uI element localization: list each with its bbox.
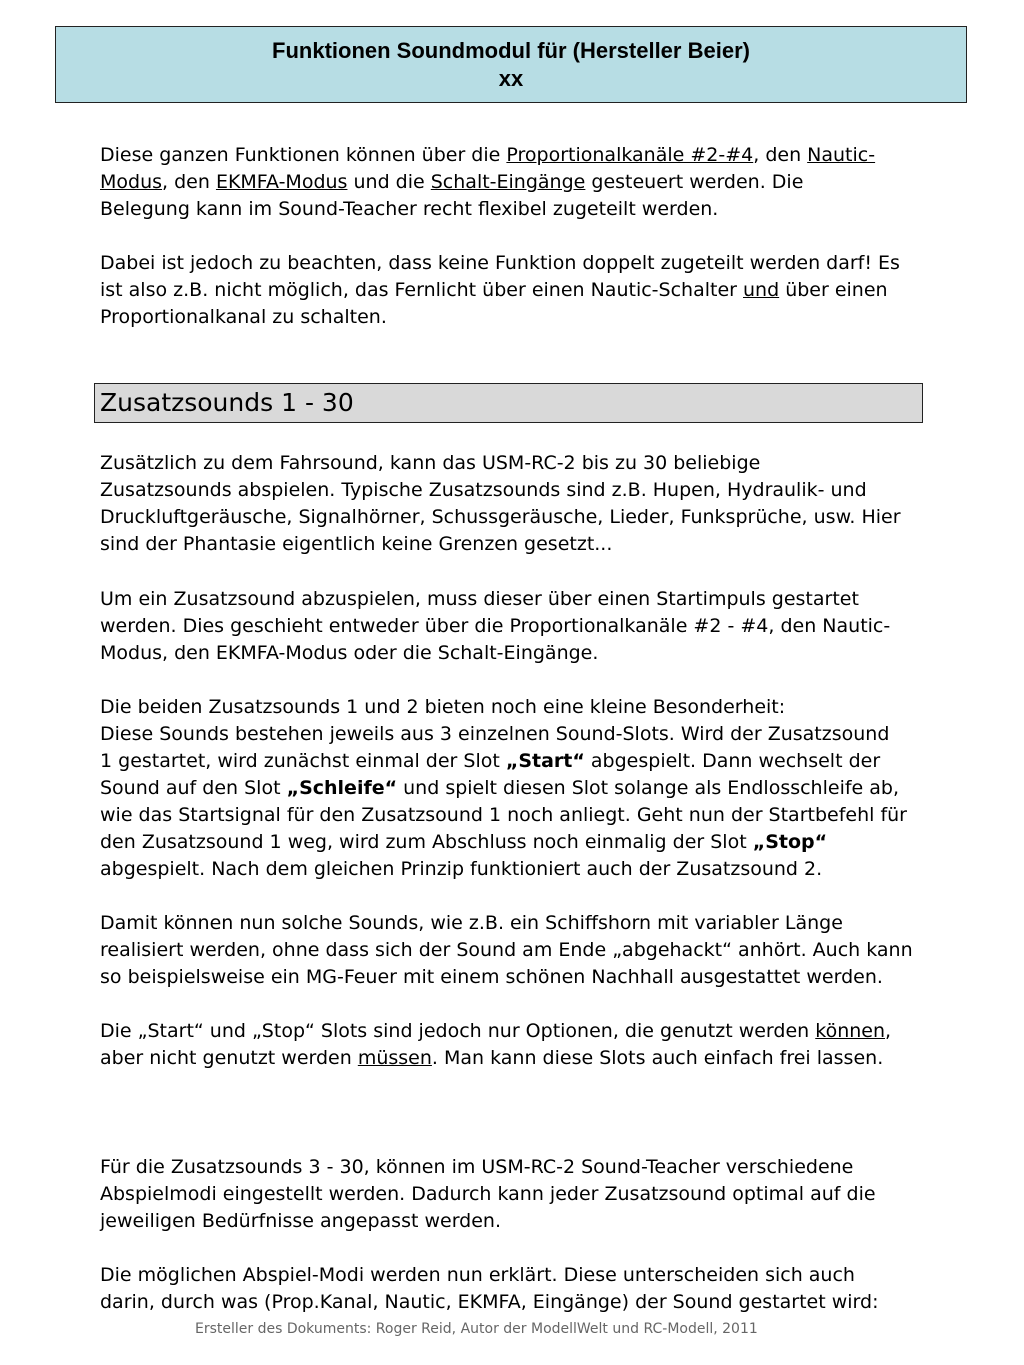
text-line: Damit können nun solche Sounds, wie z.B. ein Schiffshorn mit variabler Länge — [100, 912, 843, 934]
section-heading: Zusatzsounds 1 - 30 — [94, 383, 923, 423]
section-paragraph-6 — [100, 1154, 930, 1235]
text-line: aber nicht genutzt werden müssen. Man kann diese Slots auch einfach frei lassen. — [100, 1047, 884, 1069]
section-paragraph-2 — [100, 586, 930, 667]
text-line: abgespielt. Nach dem gleichen Prinzip funktioniert auch der Zusatzsound 2. — [100, 858, 823, 880]
intro-paragraph-2 — [100, 250, 930, 331]
slot-stop-label: „Stop“ — [752, 831, 828, 853]
text-line: darin, durch was (Prop.Kanal, Nautic, EKMFA, Eingänge) der Sound gestartet wird: — [100, 1291, 879, 1313]
section-paragraph-4 — [100, 910, 930, 991]
text-line: Diese ganzen Funktionen können über die Proportionalkanäle #2-#4, den Nautic- — [100, 144, 876, 166]
page-footer: Ersteller des Dokuments: Roger Reid, Autor der ModellWelt und RC-Modell, 2011 — [195, 1322, 758, 1336]
text-line: werden. Dies geschieht entweder über die Proportionalkanäle #2 - #4, den Nautic- — [100, 615, 891, 637]
text-line: Die möglichen Abspiel-Modi werden nun erklärt. Diese unterscheiden sich auch — [100, 1264, 855, 1286]
text-line: Abspielmodi eingestellt werden. Dadurch kann jeder Zusatzsound optimal auf die — [100, 1183, 876, 1205]
slot-start-label: „Start“ — [505, 750, 585, 772]
text-line: ist also z.B. nicht möglich, das Fernlicht über einen Nautic-Schalter und über einen — [100, 279, 888, 301]
text-line: Druckluftgeräusche, Signalhörner, Schussgeräusche, Lieder, Funksprüche, usw. Hier — [100, 506, 901, 528]
underlined-word: und — [743, 279, 780, 301]
text-line: Für die Zusatzsounds 3 - 30, können im USM-RC-2 Sound-Teacher verschiedene — [100, 1156, 854, 1178]
text-line: Diese Sounds bestehen jeweils aus 3 einzelnen Sound-Slots. Wird der Zusatzsound — [100, 723, 890, 745]
text-line: den Zusatzsound 1 weg, wird zum Abschluss noch einmalig der Slot „Stop“ — [100, 831, 828, 853]
section-paragraph-5 — [100, 1018, 930, 1072]
text-line: Proportionalkanal zu schalten. — [100, 306, 387, 328]
section-paragraph-3 — [100, 694, 930, 883]
slot-loop-label: „Schleife“ — [286, 777, 398, 799]
section-paragraph-1 — [100, 450, 930, 558]
text-line: sind der Phantasie eigentlich keine Grenzen gesetzt... — [100, 533, 613, 555]
text-line: 1 gestartet, wird zunächst einmal der Slot „Start“ abgespielt. Dann wechselt der — [100, 750, 881, 772]
text-line: so beispielsweise ein MG-Feuer mit einem schönen Nachhall ausgestattet werden. — [100, 966, 883, 988]
text-line: Zusätzlich zu dem Fahrsound, kann das USM-RC-2 bis zu 30 beliebige — [100, 452, 761, 474]
page-title: Funktionen Soundmodul für (Hersteller Beier) — [272, 38, 750, 63]
link-ekmfa-mode: EKMFA-Modus — [215, 171, 348, 193]
intro-paragraph-1 — [100, 142, 930, 223]
link-nautic-mode-cont: Modus — [100, 171, 163, 193]
page-subtitle: xx — [498, 66, 524, 91]
text-line: realisiert werden, ohne dass sich der Sound am Ende „abgehackt“ anhört. Auch kann — [100, 939, 913, 961]
text-line: Dabei ist jedoch zu beachten, dass keine Funktion doppelt zugeteilt werden darf! Es — [100, 252, 900, 274]
text-line: Modus, den EKMFA-Modus und die Schalt-Eingänge gesteuert werden. Die — [100, 171, 804, 193]
text-line: Belegung kann im Sound-Teacher recht flexibel zugeteilt werden. — [100, 198, 719, 220]
section-paragraph-7 — [100, 1262, 930, 1316]
text-line: Die „Start“ und „Stop“ Slots sind jedoch nur Optionen, die genutzt werden können, — [100, 1020, 892, 1042]
text-line: Zusatzsounds abspielen. Typische Zusatzsounds sind z.B. Hupen, Hydraulik- und — [100, 479, 867, 501]
text-line: wie das Startsignal für den Zusatzsound 1 noch anliegt. Geht nun der Startbefehl für — [100, 804, 907, 826]
text-line: jeweiligen Bedürfnisse angepasst werden. — [100, 1210, 502, 1232]
link-switch-inputs: Schalt-Eingänge — [430, 171, 586, 193]
underlined-word: müssen — [357, 1047, 432, 1069]
page-title-box — [55, 26, 967, 103]
underlined-word: können — [815, 1020, 886, 1042]
text-line: Die beiden Zusatzsounds 1 und 2 bieten noch eine kleine Besonderheit: — [100, 696, 786, 718]
text-line: Sound auf den Slot „Schleife“ und spielt diesen Slot solange als Endlosschleife ab, — [100, 777, 900, 799]
link-nautic-mode: Nautic- — [807, 144, 876, 166]
text-line: Um ein Zusatzsound abzuspielen, muss dieser über einen Startimpuls gestartet — [100, 588, 859, 610]
text-line: Modus, den EKMFA-Modus oder die Schalt-Eingänge. — [100, 642, 599, 664]
link-proportional-channels: Proportionalkanäle #2-#4 — [506, 144, 754, 166]
